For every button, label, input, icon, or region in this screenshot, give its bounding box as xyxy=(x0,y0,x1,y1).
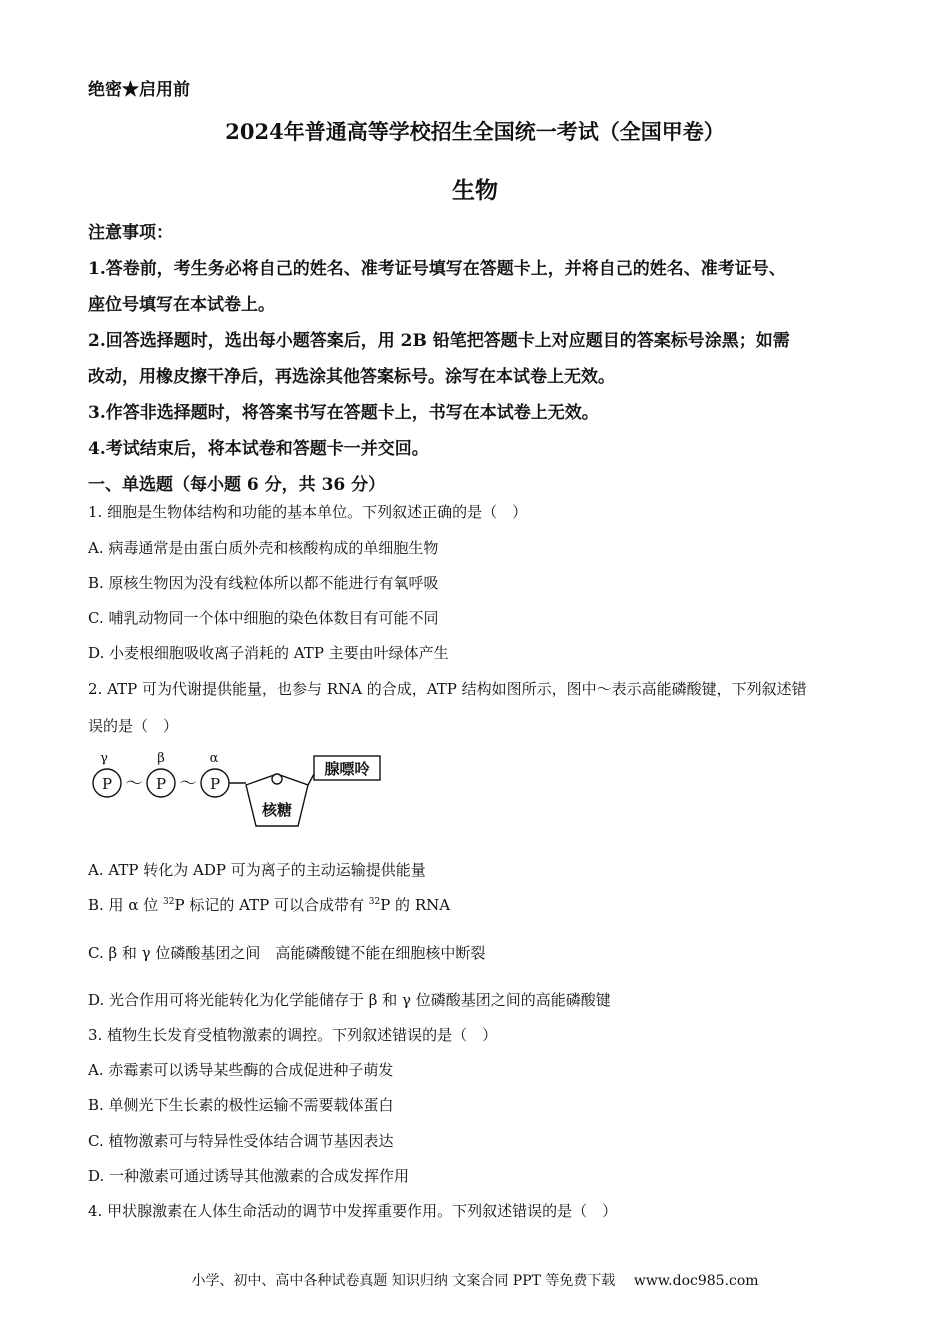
exam-title: 2024年普通高等学校招生全国统一考试（全国甲卷） xyxy=(225,119,725,144)
q2-b-isotope-2: 32 xyxy=(368,897,381,907)
q1-option-d: D. 小麦根细胞吸收离子消耗的 ATP 主要由叶绿体产生 xyxy=(88,644,449,662)
q4-stem: 4. 甲状腺激素在人体生命活动的调节中发挥重要作用。下列叙述错误的是（ ） xyxy=(88,1202,618,1220)
q2-b-text: P 标记的 ATP 可以合成带有 xyxy=(174,896,369,914)
q2-option-b xyxy=(88,894,450,915)
secret-label: 绝密★启用前 xyxy=(88,80,190,100)
q2-stem-line2: 误的是（ ） xyxy=(88,717,179,735)
notes-heading: 注意事项： xyxy=(88,223,173,243)
high-energy-bond-2: ～ xyxy=(179,774,197,794)
ribose-label: 核糖 xyxy=(261,801,293,819)
q2-option-d: D. 光合作用可将光能转化为化学能储存于 β 和 γ 位磷酸基团之间的高能磷酸键 xyxy=(88,991,611,1009)
ribose-oxygen xyxy=(272,774,282,784)
page-footer: 小学、初中、高中各种试卷真题 知识归纳 文案合同 PPT 等免费下载 www.doc985.com xyxy=(191,1273,759,1289)
q2-b-text: B. 用 α 位 xyxy=(88,896,163,914)
q3-stem: 3. 植物生长发育受植物激素的调控。下列叙述错误的是（ ） xyxy=(88,1026,498,1044)
q2-option-c: C. β 和 γ 位磷酸基团之间 高能磷酸键不能在细胞核中断裂 xyxy=(88,944,486,962)
q3-option-c: C. 植物激素可与特异性受体结合调节基因表达 xyxy=(88,1132,394,1150)
q1-stem: 1. 细胞是生物体结构和功能的基本单位。下列叙述正确的是（ ） xyxy=(88,503,528,521)
q1-option-a: A. 病毒通常是由蛋白质外壳和核酸构成的单细胞生物 xyxy=(88,539,439,557)
q1-option-c: C. 哺乳动物同一个体中细胞的染色体数目有可能不同 xyxy=(88,609,439,627)
q3-option-d: D. 一种激素可通过诱导其他激素的合成发挥作用 xyxy=(88,1167,410,1185)
q2-b-text: P 的 RNA xyxy=(380,896,451,914)
q1-option-b: B. 原核生物因为没有线粒体所以都不能进行有氧呼吸 xyxy=(88,574,439,592)
q3-option-a: A. 赤霉素可以诱导某些酶的合成促进种子萌发 xyxy=(88,1061,394,1079)
q2-option-a: A. ATP 转化为 ADP 可为离子的主动运输提供能量 xyxy=(88,861,426,879)
ribose-adenine-bond xyxy=(308,774,314,785)
q3-option-b: B. 单侧光下生长素的极性运输不需要载体蛋白 xyxy=(88,1096,394,1114)
note-line: 改动，用橡皮擦干净后，再选涂其他答案标号。涂写在本试卷上无效。 xyxy=(88,367,615,387)
note-line: 4.考试结束后，将本试卷和答题卡一并交回。 xyxy=(88,439,429,459)
phosphate-gamma-label: P xyxy=(101,775,113,793)
beta-label: β xyxy=(157,751,165,766)
alpha-label: α xyxy=(209,751,219,766)
q2-b-isotope-1: 32 xyxy=(163,897,175,907)
adenine-label: 腺嘌呤 xyxy=(324,760,370,778)
note-line: 3.作答非选择题时，将答案书写在答题卡上，书写在本试卷上无效。 xyxy=(88,403,599,423)
note-line: 座位号填写在本试卷上。 xyxy=(88,295,275,315)
atp-structure-diagram xyxy=(86,748,386,834)
section-heading: 一、单选题（每小题 6 分，共 36 分） xyxy=(88,475,386,495)
note-line: 1.答卷前，考生务必将自己的姓名、准考证号填写在答题卡上，并将自己的姓名、准考证号、 xyxy=(88,259,786,279)
subject-title: 生物 xyxy=(452,177,498,204)
phosphate-alpha-label: P xyxy=(209,775,221,793)
high-energy-bond-1: ～ xyxy=(125,774,143,794)
note-line: 2.回答选择题时，选出每小题答案后，用 2B 铅笔把答题卡上对应题目的答案标号涂黑；如需 xyxy=(88,331,790,351)
phosphate-beta-label: P xyxy=(155,775,167,793)
gamma-label: γ xyxy=(100,751,108,766)
q2-stem-line1: 2. ATP 可为代谢提供能量，也参与 RNA 的合成，ATP 结构如图所示，图中～表示高能磷酸键，下列叙述错 xyxy=(88,680,807,698)
